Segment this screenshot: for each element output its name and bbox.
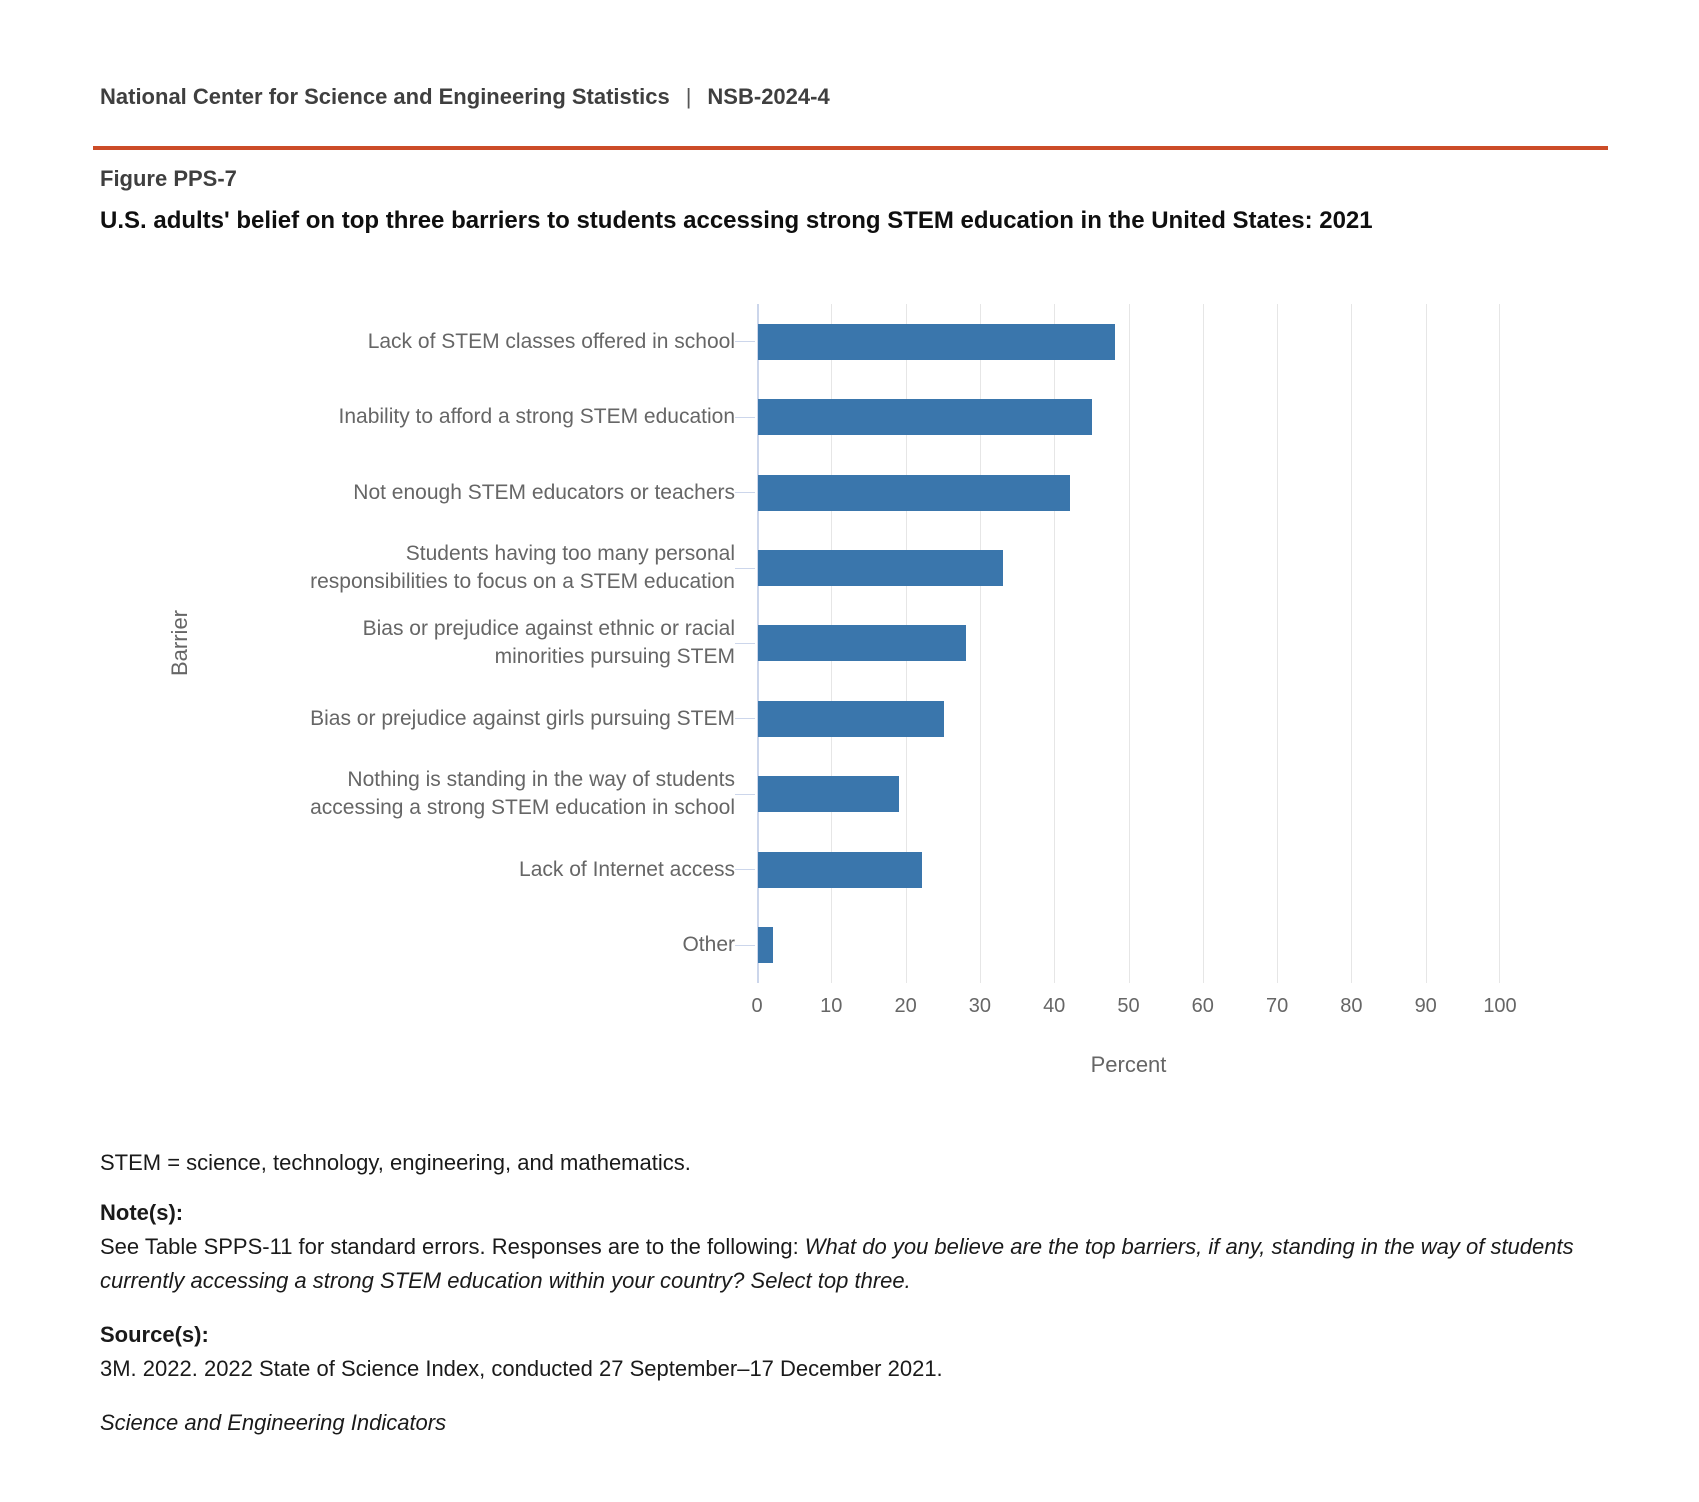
tick-mark (735, 492, 755, 493)
tick-mark (735, 718, 755, 719)
bar-area (757, 455, 1500, 530)
category-tick (735, 341, 757, 342)
page-header (100, 84, 830, 110)
category-label (95, 856, 735, 884)
category-tick (735, 568, 757, 569)
note-text (100, 1230, 1600, 1298)
category-label-line: Nothing is standing in the way of students (347, 768, 735, 792)
x-tick-label: 50 (1117, 995, 1140, 1017)
bar-area (757, 304, 1500, 379)
bar (758, 776, 899, 812)
chart-row (95, 681, 1500, 756)
chart-row (95, 455, 1500, 530)
bar-area (757, 530, 1500, 605)
sources-heading: Source(s): (100, 1322, 209, 1347)
bar (758, 625, 966, 661)
tick-mark (735, 417, 755, 418)
chart-row (95, 530, 1500, 605)
chart-row (95, 757, 1500, 832)
x-axis-ticks (751, 995, 1517, 1023)
tick-mark (735, 945, 755, 946)
category-tick (735, 718, 757, 719)
category-tick (735, 794, 757, 795)
bar-area (757, 681, 1500, 756)
x-tick-label: 0 (751, 995, 763, 1017)
category-label (95, 766, 735, 822)
header-divider-rule (93, 146, 1608, 150)
tick-mark (735, 643, 755, 644)
category-label (95, 931, 735, 959)
category-label-line: Inability to afford a strong STEM education (338, 405, 735, 429)
bar-area (757, 379, 1500, 454)
category-tick (735, 643, 757, 644)
bar (758, 852, 922, 888)
bar (758, 701, 944, 737)
org-name: National Center for Science and Engineering Statistics (100, 84, 670, 109)
chart-row (95, 832, 1500, 907)
chart-row (95, 304, 1500, 379)
category-label (95, 615, 735, 671)
chart-rows (95, 304, 1500, 983)
category-label-line: responsibilities to focus on a STEM education (310, 570, 735, 594)
x-tick-label: 20 (894, 995, 917, 1017)
category-label (95, 328, 735, 356)
x-tick-label: 80 (1340, 995, 1363, 1017)
category-label (95, 403, 735, 431)
tick-mark (735, 869, 755, 870)
category-label (95, 705, 735, 733)
abbreviation-note: STEM = science, technology, engineering, and mathematics. (100, 1150, 691, 1175)
category-label-line: Other (682, 933, 735, 957)
category-label-line: accessing a strong STEM education in school (310, 796, 735, 820)
x-tick-label: 30 (968, 995, 992, 1017)
bar (758, 475, 1070, 511)
bar-chart (95, 304, 1615, 1104)
source-text: 3M. 2022. 2022 State of Science Index, conducted 27 September–17 December 2021. (100, 1356, 943, 1381)
report-number: NSB-2024-4 (707, 84, 830, 109)
category-tick (735, 492, 757, 493)
category-label-line: Students having too many personal (405, 542, 735, 566)
tick-mark (735, 341, 755, 342)
x-tick-label: 40 (1043, 995, 1066, 1017)
notes-heading: Note(s): (100, 1200, 184, 1225)
notes-section (100, 1146, 1600, 1440)
chart-row (95, 379, 1500, 454)
x-tick-label: 70 (1265, 995, 1289, 1017)
category-label (95, 479, 735, 507)
x-tick-label: 10 (820, 995, 843, 1017)
tick-mark (735, 794, 755, 795)
bar (758, 399, 1092, 435)
category-label-line: Not enough STEM educators or teachers (353, 480, 735, 504)
x-tick-label: 60 (1191, 995, 1214, 1017)
y-axis-title: Barrier (167, 609, 192, 677)
x-axis-title: Percent (1090, 1052, 1167, 1077)
category-label-line: Bias or prejudice against ethnic or racial (362, 617, 735, 641)
bar-area (757, 832, 1500, 907)
bar-area (757, 757, 1500, 832)
x-tick-label: 90 (1414, 995, 1437, 1017)
bar (758, 324, 1115, 360)
chart-row (95, 908, 1500, 983)
category-tick (735, 945, 757, 946)
header-separator: | (685, 84, 692, 109)
note-text-italic: What do you believe are the top barriers, if any, standing in the way of students currently accessing a strong STEM education within your country? Select top three. (100, 1234, 1574, 1293)
x-tick-label: 100 (1483, 995, 1517, 1017)
bar-area (757, 606, 1500, 681)
figure-label: Figure PPS-7 (100, 166, 237, 191)
category-label-line: Lack of STEM classes offered in school (367, 329, 735, 353)
publication-name: Science and Engineering Indicators (100, 1410, 447, 1435)
figure-title: U.S. adults' belief on top three barriers to students accessing strong STEM education in the United States: 2021 (100, 207, 1373, 234)
category-tick (735, 869, 757, 870)
tick-mark (735, 568, 755, 569)
bar (758, 927, 773, 963)
category-label-line: Bias or prejudice against girls pursuing STEM (310, 706, 735, 730)
note-text-regular: See Table SPPS-11 for standard errors. Responses are to the following: (100, 1234, 805, 1259)
category-label-line: Lack of Internet access (519, 857, 735, 881)
category-tick (735, 417, 757, 418)
category-label (95, 540, 735, 596)
bar (758, 550, 1003, 586)
bar-area (757, 908, 1500, 983)
category-label-line: minorities pursuing STEM (494, 645, 735, 669)
chart-row (95, 606, 1500, 681)
